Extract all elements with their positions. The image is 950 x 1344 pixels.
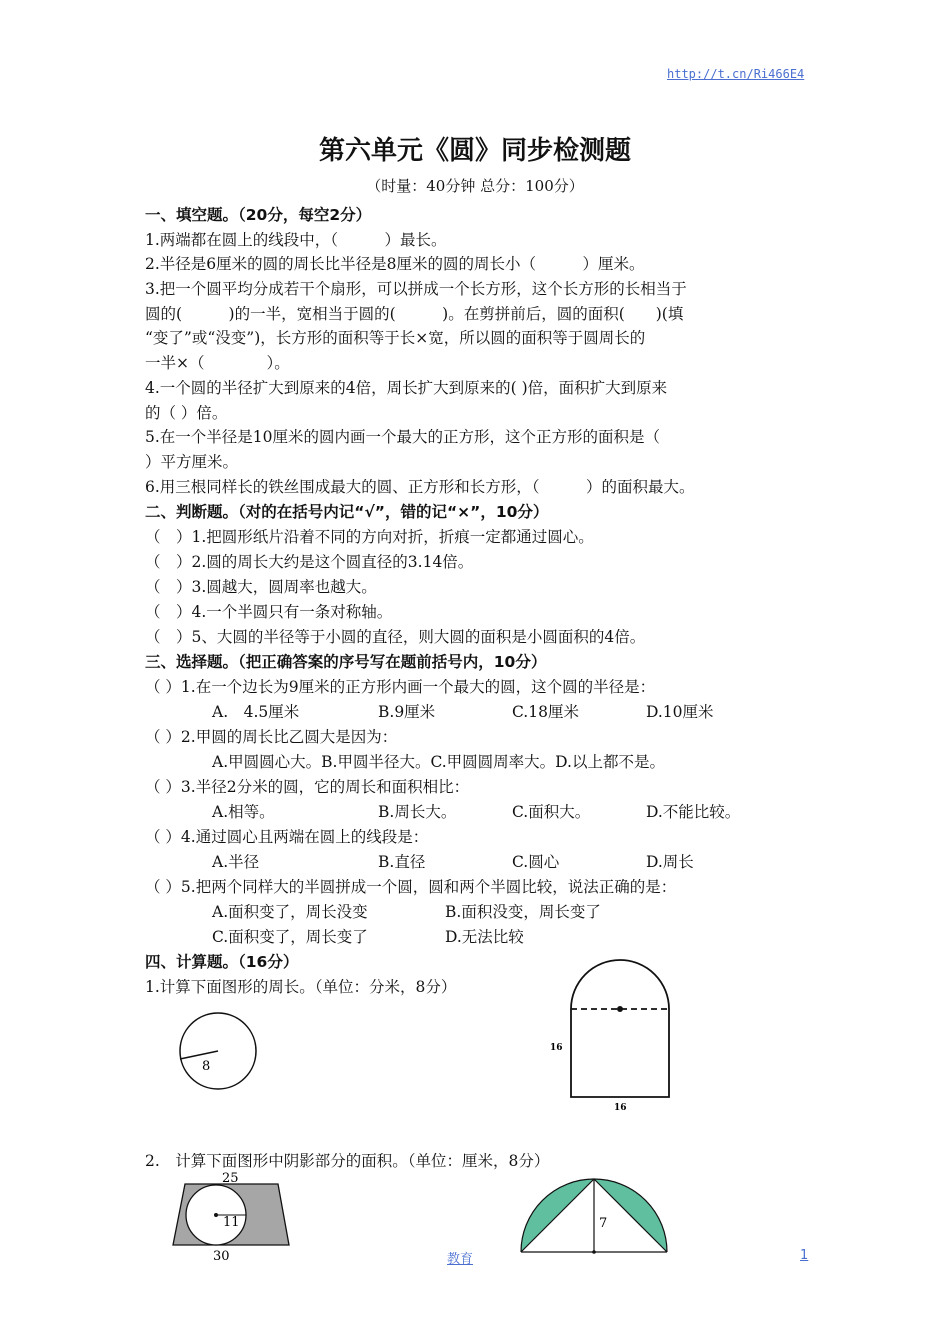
judge-q3: （ ）3.圆越大，圆周率也越大。 bbox=[145, 578, 377, 596]
choice-q5-option-a: A.面积变了，周长没变 bbox=[212, 903, 368, 921]
arch-bottom-label: 16 bbox=[614, 1103, 627, 1113]
arch-side-label: 16 bbox=[550, 1043, 563, 1053]
trapezoid-top-label: 25 bbox=[222, 1171, 239, 1186]
choice-q1-option-d: D.10厘米 bbox=[646, 703, 714, 721]
trapezoid-radius-label: 11 bbox=[223, 1215, 240, 1230]
choice-q3-option-a: A.相等。 bbox=[212, 803, 275, 821]
judge-q4: （ ）4.一个半圆只有一条对称轴。 bbox=[145, 603, 393, 621]
choice-q5-option-b: B.面积没变，周长变了 bbox=[445, 903, 601, 921]
choice-q4-option-d: D.周长 bbox=[646, 853, 694, 871]
section-3-heading: 三、选择题。（把正确答案的序号写在题前括号内，10分） bbox=[145, 653, 547, 671]
fill-q3-line3: “变了”或“没变”)，长方形的面积等于长×宽，所以圆的面积等于圆周长的 bbox=[145, 329, 646, 347]
fill-q3-line2: 圆的( )的一半，宽相当于圆的( )。在剪拼前后，圆的面积( )(填 bbox=[145, 305, 684, 323]
header-url-link[interactable]: http://t.cn/Ri466E4 bbox=[667, 67, 805, 81]
page-subtitle: （时量：40分钟 总分：100分） bbox=[366, 177, 584, 195]
fill-q3-line1: 3.把一个圆平均分成若干个扇形，可以拼成一个长方形，这个长方形的长相当于 bbox=[145, 280, 687, 298]
judge-q5: （ ）5、大圆的半径等于小圆的直径，则大圆的面积是小圆面积的4倍。 bbox=[145, 628, 646, 646]
choice-q4: （ ）4.通过圆心且两端在圆上的线段是： bbox=[145, 828, 429, 846]
choice-q3-option-b: B.周长大。 bbox=[378, 803, 457, 821]
fill-q5-line2: ）平方厘米。 bbox=[145, 453, 239, 471]
choice-q4-option-c: C.圆心 bbox=[512, 853, 560, 871]
arch-figure bbox=[540, 963, 680, 1113]
choice-q5-option-c: C.面积变了，周长变了 bbox=[212, 928, 368, 946]
section-1-heading: 一、填空题。（20分，每空2分） bbox=[145, 206, 372, 224]
fill-q1: 1.两端都在圆上的线段中，（ ）最长。 bbox=[145, 231, 447, 249]
fill-q6: 6.用三根同样长的铁丝围成最大的圆、正方形和长方形，（ ）的面积最大。 bbox=[145, 478, 695, 496]
fill-q2: 2.半径是6厘米的圆的周长比半径是8厘米的圆的周长小（ ）厘米。 bbox=[145, 255, 645, 273]
choice-q4-option-a: A.半径 bbox=[212, 853, 260, 871]
section-2-heading: 二、判断题。（对的在括号内记“√”，错的记“×”，10分） bbox=[145, 503, 549, 521]
choice-q2: （ ）2.甲圆的周长比乙圆大是因为： bbox=[145, 728, 398, 746]
choice-q1-option-a: A. 4.5厘米 bbox=[212, 703, 300, 721]
semicircle-height-label: 7 bbox=[599, 1216, 608, 1231]
fill-q4-line2: 的（ ）倍。 bbox=[145, 404, 228, 422]
semicircle-shaded-figure bbox=[515, 1175, 675, 1255]
judge-q2: （ ）2.圆的周长大约是这个圆直径的3.14倍。 bbox=[145, 553, 474, 571]
choice-q5: （ ）5.把两个同样大的半圆拼成一个圆，圆和两个半圆比较，说法正确的是： bbox=[145, 878, 677, 896]
trapezoid-circle-figure bbox=[170, 1168, 295, 1263]
choice-q1: （ ）1.在一个边长为9厘米的正方形内画一个最大的圆，这个圆的半径是： bbox=[145, 678, 656, 696]
calc-q1: 1.计算下面图形的周长。（单位：分米，8分） bbox=[145, 978, 457, 996]
choice-q2-options: A.甲圆圆心大。B.甲圆半径大。C.甲圆圆周率大。D.以上都不是。 bbox=[212, 753, 665, 771]
calc-q2: 2. 计算下面图形中阴影部分的面积。（单位：厘米，8分） bbox=[145, 1152, 550, 1170]
choice-q5-option-d: D.无法比较 bbox=[445, 928, 524, 946]
page-title: 第六单元《圆》同步检测题 bbox=[318, 136, 631, 166]
circle-radius-label: 8 bbox=[202, 1059, 211, 1074]
choice-q3: （ ）3.半径2分米的圆，它的周长和面积相比： bbox=[145, 778, 470, 796]
judge-q1: （ ）1.把圆形纸片沿着不同的方向对折，折痕一定都通过圆心。 bbox=[145, 528, 594, 546]
fill-q4-line1: 4.一个圆的半径扩大到原来的4倍，周长扩大到原来的( )倍，面积扩大到原来 bbox=[145, 379, 668, 397]
trapezoid-bottom-label: 30 bbox=[213, 1249, 230, 1264]
footer-center-link[interactable]: 教育 bbox=[447, 1252, 474, 1267]
fill-q3-line4: 一半×（ ）。 bbox=[145, 354, 290, 372]
choice-q1-option-c: C.18厘米 bbox=[512, 703, 579, 721]
choice-q4-option-b: B.直径 bbox=[378, 853, 426, 871]
circle-figure bbox=[175, 1010, 265, 1095]
choice-q1-option-b: B.9厘米 bbox=[378, 703, 436, 721]
fill-q5-line1: 5.在一个半径是10厘米的圆内画一个最大的正方形，这个正方形的面积是（ bbox=[145, 428, 661, 446]
page-number[interactable]: 1 bbox=[800, 1248, 809, 1263]
section-4-heading: 四、计算题。（16分） bbox=[145, 953, 299, 971]
choice-q3-option-c: C.面积大。 bbox=[512, 803, 591, 821]
choice-q3-option-d: D.不能比较。 bbox=[646, 803, 741, 821]
